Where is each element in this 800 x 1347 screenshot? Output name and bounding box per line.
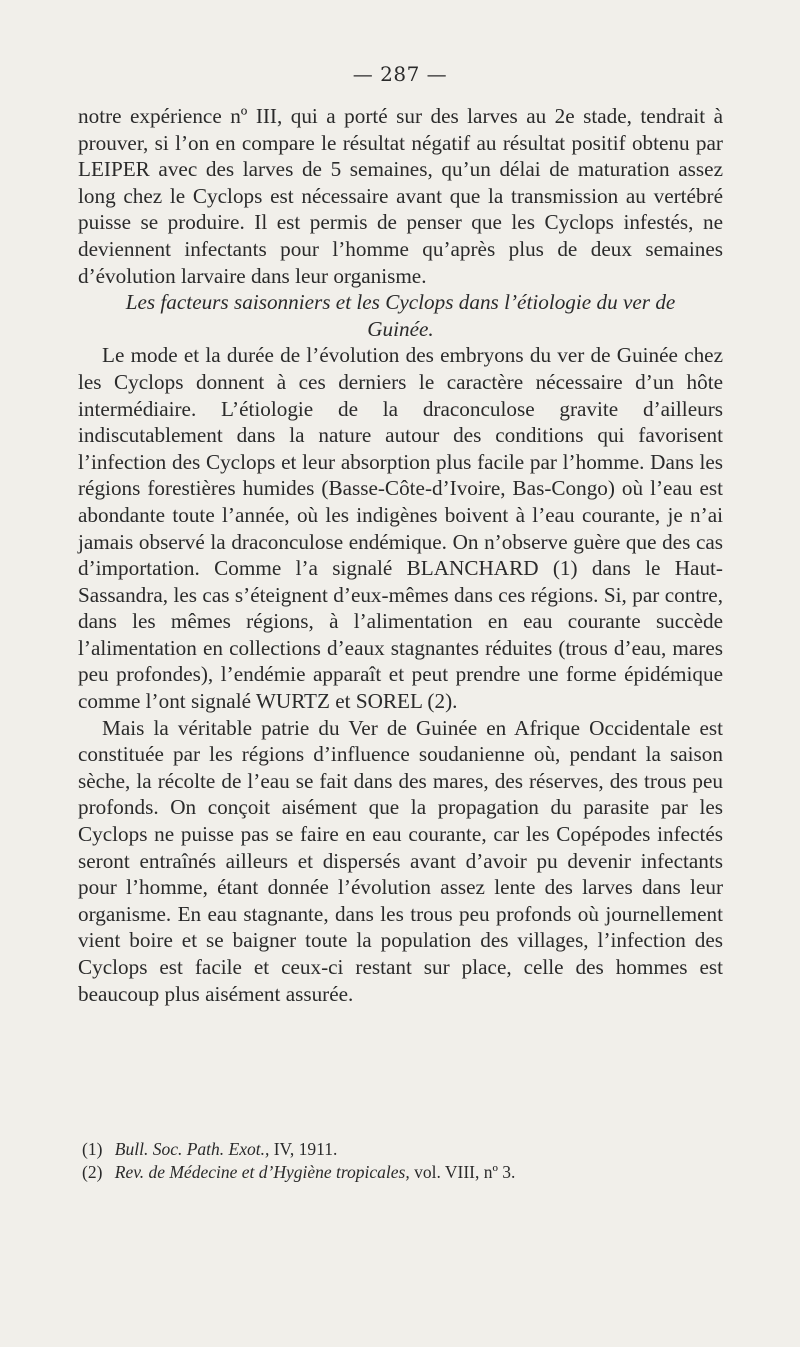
footnote-1-source: Bull. Soc. Path. Exot., (114, 1139, 270, 1159)
paragraph-1: notre expérience nº III, qui a porté sur des larves au 2e stade, tendrait à prouver, si l’on en compare le résultat négatif au résultat positif obtenu par LEIPER avec des larves de 5 semaines, qu’un délai de maturation assez long chez le Cyclops est nécessaire avant que la transmission au vertébré puisse se produire. Il est permis de penser que les Cyclops infestés, ne deviennent infectants pour l’homme qu’après plus de deux semaines d’évolution larvaire dans leur organisme. (78, 104, 723, 288)
footnote-2-reference: vol. VIII, nº 3. (414, 1162, 516, 1182)
page-number: — 287 — (352, 62, 448, 86)
body-text (78, 103, 723, 1007)
section-title: Les facteurs saisonniers et les Cyclops dans l’étiologie du ver de Guinée. (125, 290, 676, 341)
paragraph-3: Mais la véritable patrie du Ver de Guinée en Afrique Occidentale est constituée par les régions d’influence soudanienne où, pendant la saison sèche, la récolte de l’eau se fait dans des mares, des réserves, des trous peu profonds. On conçoit aisément que la propagation du parasite par les Cyclops ne puisse pas se faire en eau courante, car les Copépodes infectés seront entraînés ailleurs et dispersés avant d’avoir pu devenir infectants pour l’homme, étant donnée l’évolution assez lente des larves dans leur organisme. En eau stagnante, dans les trous peu profonds où journellement vient boire et se baigner toute la population des villages, l’infection des Cyclops est facile et ceux-ci restant sur place, celle des hommes est beaucoup plus aisément assurée. (78, 715, 723, 1006)
footnote-2 (82, 1161, 722, 1184)
footnotes (82, 1138, 722, 1184)
footnote-2-mark: (2) (82, 1162, 103, 1182)
footnote-1-mark: (1) (82, 1139, 103, 1159)
footnote-1-reference: IV, 1911. (273, 1139, 338, 1159)
paragraph-2: Le mode et la durée de l’évolution des embryons du ver de Guinée chez les Cyclops donnent à ces derniers le caractère nécessaire d’un hôte intermédiaire. L’étiologie de la draconculose gravite d’ailleurs indiscutablement dans la nature autour des conditions qui favorisent l’infection des Cyclops et leur absorption plus facile par l’homme. Dans les régions forestières humides (Basse-Côte-d’Ivoire, Bas-Congo) où l’eau est abondante toute l’année, où les indigènes boivent à l’eau courante, je n’ai jamais observé la draconculose endémique. On n’observe guère que des cas d’importation. Comme l’a signalé BLANCHARD (1) dans le Haut-Sassandra, les cas s’éteignent d’eux-mêmes dans ces régions. Si, par contre, dans les mêmes régions, à l’alimentation en eau courante succède l’alimentation en collections d’eaux stagnantes réduites (trous d’eau, mares peu profondes), l’endémie apparaît et peut prendre une forme épidémique comme l’ont signalé WURTZ et SOREL (2). (78, 343, 723, 714)
footnote-2-source: Rev. de Médecine et d’Hygiène tropicales, (114, 1162, 410, 1182)
footnote-1 (82, 1138, 722, 1161)
